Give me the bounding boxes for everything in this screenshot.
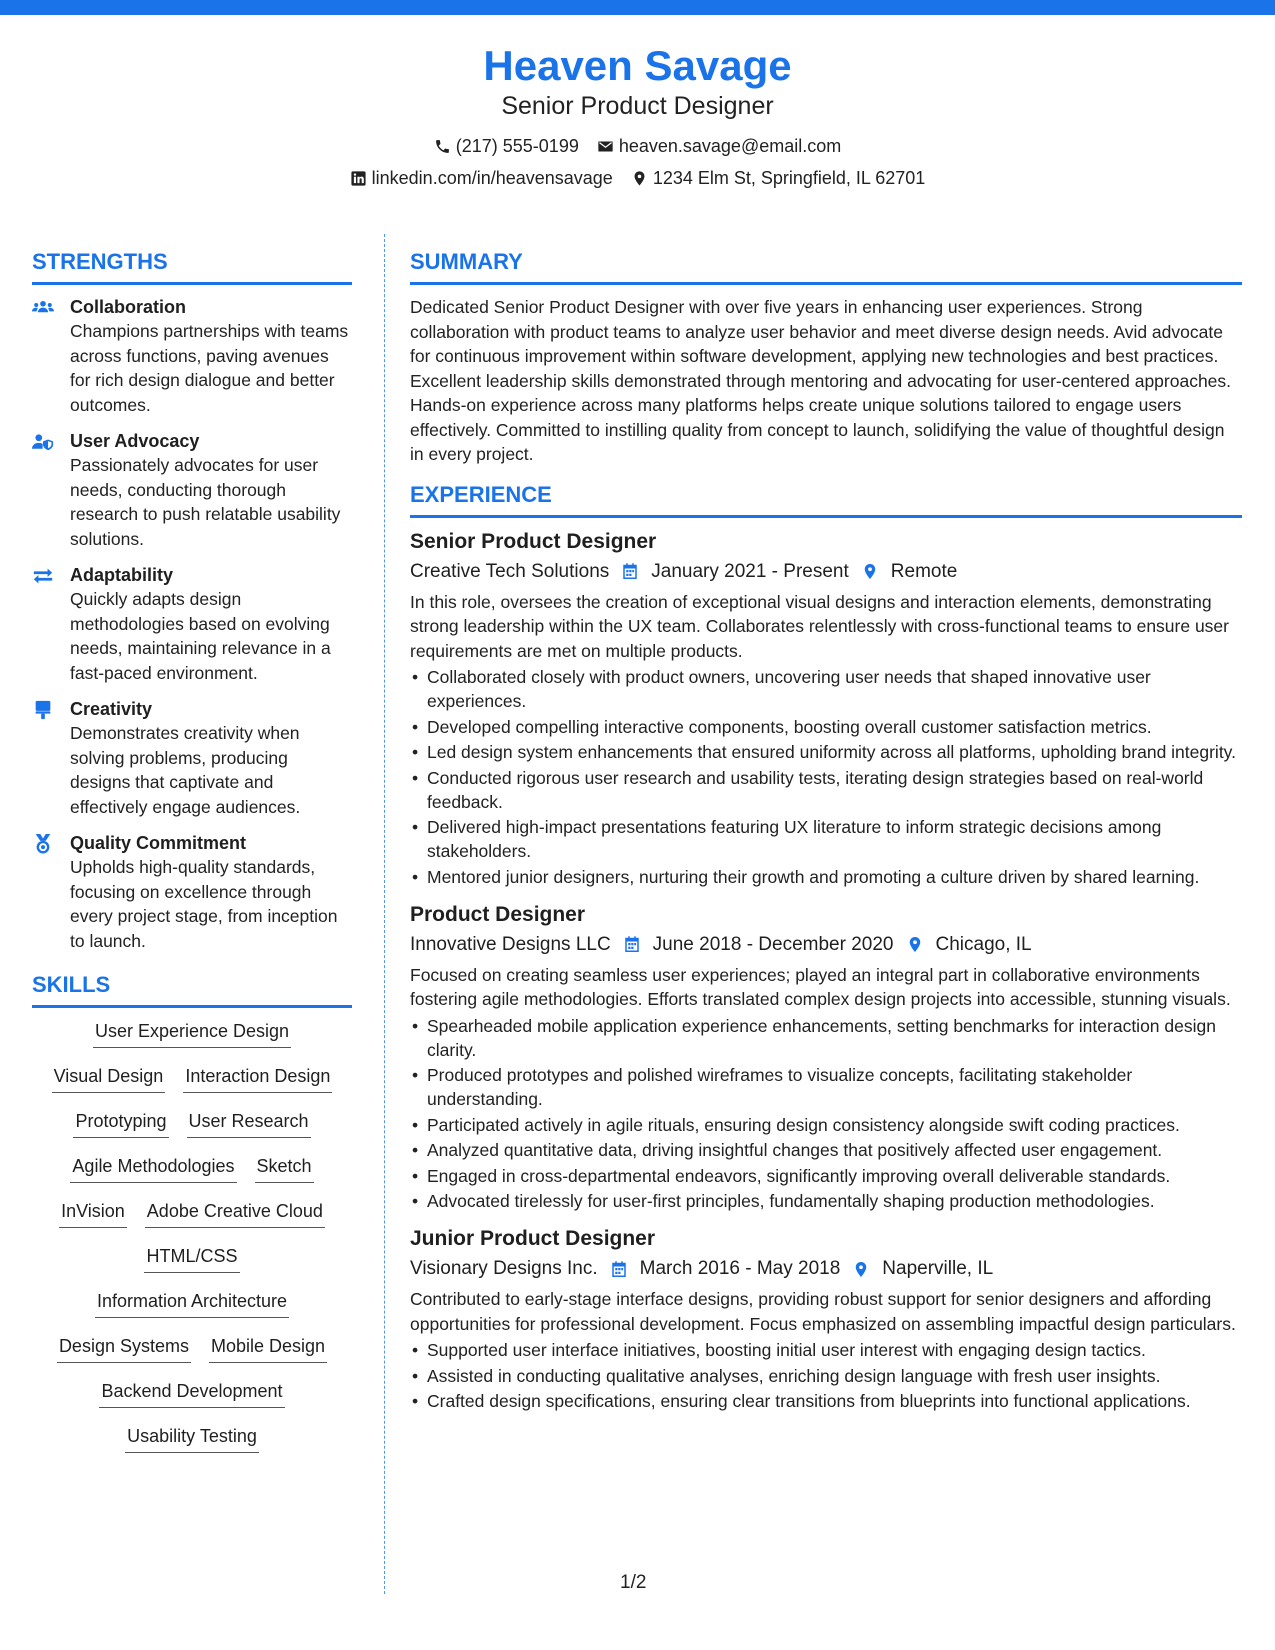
job-title: Junior Product Designer (410, 1227, 656, 1250)
column-divider (384, 234, 385, 1594)
skill-tag: Design Systems (57, 1333, 191, 1363)
linkedin-text: linkedin.com/in/heavensavage (371, 168, 613, 188)
strengths-heading: STRENGTHS (32, 248, 352, 285)
skill-tag: User Research (187, 1108, 311, 1138)
strength-name: Quality Commitment (70, 833, 247, 853)
job-dates: June 2018 - December 2020 (652, 933, 894, 955)
contact-row-2 (0, 166, 1275, 190)
envelope-icon (597, 138, 614, 155)
strength-desc: Quickly adapts design methodologies based on evolving needs, maintaining relevance in a fast-paced environment. (70, 589, 331, 683)
job-bullets (410, 665, 1242, 889)
strength-name: Collaboration (70, 297, 186, 317)
list-item: • Delivered high-impact presentations featuring UX literature to inform strategic decisions among stakeholders. (410, 815, 1242, 863)
list-item: • Crafted design specifications, ensuring clear transitions from blueprints into functional applications. (410, 1389, 1242, 1413)
job-dates: January 2021 - Present (651, 560, 849, 582)
job-bullets (410, 1338, 1242, 1413)
list-item: • Collaborated closely with product owners, uncovering user needs that shaped innovative user experiences. (410, 665, 1242, 713)
job-meta (410, 931, 1242, 959)
skills-row (32, 1198, 352, 1243)
strength-desc: Passionately advocates for user needs, conducting thorough research to push relatable usability solutions. (70, 455, 341, 549)
job-meta (410, 1255, 1242, 1283)
right-column (410, 248, 1242, 1425)
job-meta (410, 558, 1242, 586)
skill-tag: Adobe Creative Cloud (145, 1198, 325, 1228)
map-pin-icon (906, 935, 924, 954)
job-company: Creative Tech Solutions (410, 560, 610, 582)
skill-tag: HTML/CSS (144, 1243, 239, 1273)
brush-icon (32, 700, 54, 720)
job-entry (410, 901, 1242, 1214)
resume-header (0, 40, 1275, 190)
list-item: • Engaged in cross-departmental endeavors, significantly improving overall deliverable standards. (410, 1164, 1242, 1188)
list-item: • Developed compelling interactive components, boosting overall customer satisfaction metrics. (410, 715, 1242, 739)
address-text: 1234 Elm St, Springfield, IL 62701 (652, 168, 926, 188)
user-shield-icon (32, 432, 54, 452)
list-item: • Conducted rigorous user research and usability tests, iterating design strategies based on real-world feedback. (410, 766, 1242, 814)
list-item: • Spearheaded mobile application experience enhancements, setting benchmarks for interaction design clarity. (410, 1014, 1242, 1062)
list-item: • Supported user interface initiatives, boosting initial user interest with engaging design tactics. (410, 1338, 1242, 1362)
skills-row (32, 1153, 352, 1198)
job-location: Naperville, IL (882, 1258, 994, 1279)
skill-tag: Backend Development (99, 1378, 284, 1408)
skill-tag: Interaction Design (183, 1063, 332, 1093)
job-entry (410, 1225, 1242, 1413)
skills-row (32, 1333, 352, 1378)
skills-row (32, 1108, 352, 1153)
experience-heading: EXPERIENCE (410, 481, 1242, 518)
strength-item (32, 429, 352, 551)
skills-row (32, 1378, 352, 1423)
list-item: • Analyzed quantitative data, driving insightful changes that positively affected user engagement. (410, 1138, 1242, 1162)
job-company: Visionary Designs Inc. (410, 1258, 598, 1279)
job-description: Focused on creating seamless user experiences; played an integral part in collaborative environments fostering agile methodologies. Efforts translated complex design projects into accessible, stunning visuals. (410, 964, 1231, 1009)
contact-address (631, 166, 926, 190)
skills-row (32, 1063, 352, 1108)
job-company: Innovative Designs LLC (410, 933, 611, 955)
job-location: Chicago, IL (935, 933, 1032, 955)
calendar-icon (623, 935, 641, 954)
candidate-title: Senior Product Designer (501, 92, 774, 120)
skills-row (32, 1243, 352, 1288)
email-text: heaven.savage@email.com (618, 136, 842, 156)
job-title: Senior Product Designer (410, 529, 657, 553)
phone-text: (217) 555-0199 (455, 136, 579, 156)
strength-desc: Demonstrates creativity when solving problems, producing designs that captivate and effectively engage audiences. (70, 723, 301, 817)
top-accent-bar (0, 0, 1275, 15)
job-bullets (410, 1014, 1242, 1214)
linkedin-icon (350, 170, 367, 187)
job-entry (410, 528, 1242, 889)
job-description: Contributed to early-stage interface designs, providing robust support for senior designers and affording opportunities for professional development. Focus emphasized on assembling impactful design particulars. (410, 1289, 1236, 1334)
strength-item (32, 831, 352, 953)
calendar-icon (621, 562, 639, 581)
skill-tag: Visual Design (52, 1063, 166, 1093)
strength-name: Creativity (70, 699, 153, 719)
left-column (32, 248, 352, 1468)
map-pin-icon (631, 170, 648, 187)
candidate-name: Heaven Savage (483, 42, 792, 89)
list-item: • Led design system enhancements that ensured uniformity across all platforms, upholding brand integrity. (410, 740, 1242, 764)
skills-heading: SKILLS (32, 971, 352, 1008)
phone-icon (434, 138, 451, 155)
strength-item (32, 563, 352, 685)
users-icon (32, 298, 54, 318)
calendar-icon (610, 1260, 628, 1279)
contact-email (597, 134, 841, 158)
skills-row (32, 1018, 352, 1063)
job-location: Remote (890, 560, 958, 582)
summary-heading: SUMMARY (410, 248, 1242, 285)
arrows-exchange-icon (32, 566, 54, 586)
page-number: 1/2 (620, 1572, 647, 1593)
strength-item (32, 295, 352, 417)
strength-item (32, 697, 352, 819)
strength-name: User Advocacy (70, 431, 200, 451)
list-item: • Mentored junior designers, nurturing their growth and promoting a culture driven by shared learning. (410, 865, 1242, 889)
list-item: • Advocated tirelessly for user-first principles, fundamentally shaping production methodologies. (410, 1189, 1242, 1213)
map-pin-icon (852, 1260, 870, 1279)
map-pin-icon (861, 562, 879, 581)
contact-phone (434, 134, 579, 158)
contact-row-1 (0, 134, 1275, 158)
skill-tag: InVision (59, 1198, 127, 1228)
skill-tag: Usability Testing (125, 1423, 259, 1453)
skill-tag: Agile Methodologies (70, 1153, 236, 1183)
list-item: • Assisted in conducting qualitative analyses, enriching design language with fresh user insights. (410, 1364, 1242, 1388)
job-dates: March 2016 - May 2018 (639, 1258, 841, 1279)
strength-desc: Champions partnerships with teams across functions, paving avenues for rich design dialogue and better outcomes. (70, 321, 349, 415)
skill-tag: User Experience Design (93, 1018, 291, 1048)
skills-row (32, 1288, 352, 1333)
summary-text: Dedicated Senior Product Designer with over five years in enhancing user experiences. Strong collaboration with product teams to analyze user behavior and meet diverse design needs. Avid advocate for continuous improvement within software development, applying new technologies and best practices. Excellent leadership skills demonstrated through mentoring and advocating for user-centered approaches. Hands-on experience across many platforms helps create unique solutions tailored to engage users effectively. Committed to instilling quality from concept to launch, solidifying the value of thoughtful design in every project. (410, 297, 1232, 464)
strength-desc: Upholds high-quality standards, focusing on excellence through every project stage, from inception to launch. (70, 857, 338, 951)
skill-tag: Prototyping (73, 1108, 168, 1138)
skills-list (32, 1018, 352, 1468)
strength-name: Adaptability (70, 565, 174, 585)
skill-tag: Mobile Design (209, 1333, 327, 1363)
medal-icon (32, 834, 54, 854)
skill-tag: Sketch (255, 1153, 314, 1183)
list-item: • Participated actively in agile rituals, ensuring design consistency alongside swift coding practices. (410, 1113, 1242, 1137)
job-title: Product Designer (410, 902, 586, 926)
job-description: In this role, oversees the creation of exceptional visual designs and interaction elements, demonstrating strong leadership within the UX team. Collaborates relentlessly with cross-functional teams to ensure user requirements are met on multiple products. (410, 591, 1229, 661)
skill-tag: Information Architecture (95, 1288, 289, 1318)
list-item: • Produced prototypes and polished wireframes to visualize concepts, facilitating stakeholder understanding. (410, 1063, 1242, 1111)
contact-linkedin (350, 166, 613, 190)
skills-row (32, 1423, 352, 1468)
